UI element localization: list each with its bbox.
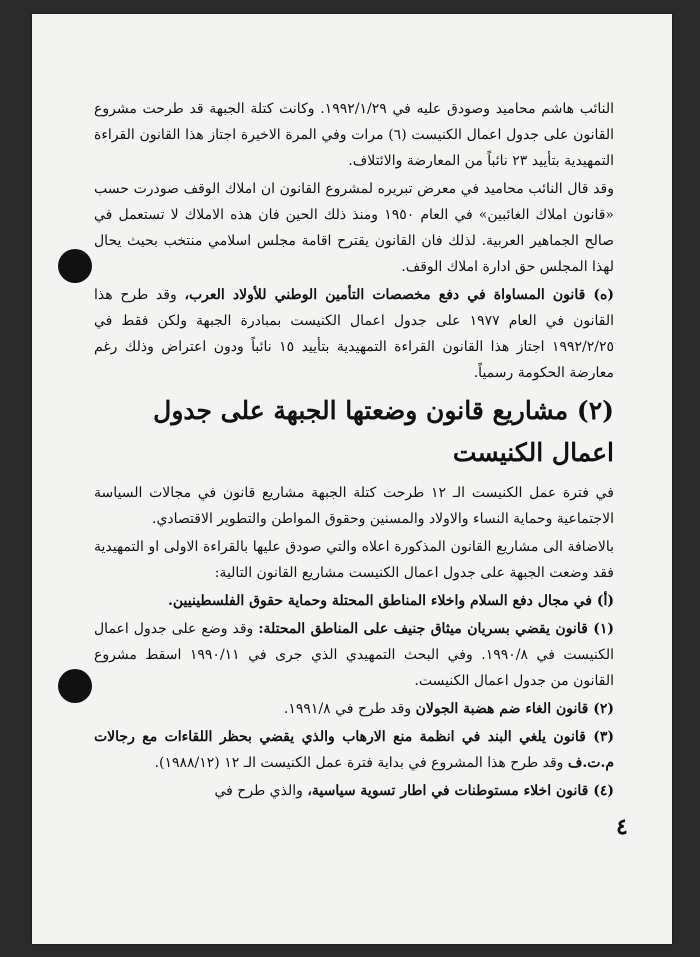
paragraph-3	[94, 282, 614, 386]
item-1-text: وقد وضع على جدول اعمال الكنيست في ١٩٩٠/٨. وفي البحث التمهيدي الذي جرى في ١٩٩٠/١١ اسقط مشروع القانون من جدول اعمال الكنيست.	[94, 621, 614, 689]
paragraph-1: النائب هاشم محاميد وصودق عليه في ١٩٩٢/١/٢٩. وكانت كتلة الجبهة قد طرحت مشروع القانون على جدول اعمال الكنيست (٦) مرات وفي المرة الاخيرة اجتاز هذا القانون القراءة التمهيدية بتأييد ٢٣ نائباً من المعارضة والائتلاف.	[94, 101, 615, 169]
item-2	[94, 696, 614, 722]
item-1-title: (١) قانون يقضي بسريان ميثاق جنيف على المناطق المحتلة:	[258, 621, 614, 637]
item-3-title: (٣) قانون يلغي البند في انظمة منع الارهاب والذي يقضي بحظر اللقاءات مع رجالات م.ت.ف	[94, 729, 614, 771]
item-2-text: وقد طرح في ١٩٩١/٨.	[283, 701, 416, 717]
item-1	[94, 616, 614, 694]
law-title: (ه) قانون المساواة في دفع مخصصات التأمين الوطني للأولاد العرب،	[184, 287, 614, 303]
punch-hole	[58, 249, 92, 283]
item-4-title: (٤) قانون اخلاء مستوطنات في اطار تسوية سياسية،	[307, 783, 614, 799]
document-page	[32, 14, 672, 944]
paragraph-5: بالاضافة الى مشاريع القانون المذكورة اعلاه والتي صودق عليها بالقراءة الاولى او التمهيدية فقد وضعت الجبهة على جدول اعمال الكنيست مشاريع القانون التالية:	[94, 539, 614, 581]
page-number: ٤	[616, 814, 628, 840]
punch-hole	[58, 669, 92, 703]
item-3	[94, 724, 614, 776]
item-4-text: والذي طرح في	[214, 783, 308, 799]
item-3-text: وقد طرح هذا المشروع في بداية فترة عمل الكنيست الـ ١٢ (١٩٨٨/١٢).	[154, 755, 568, 771]
section-heading: (٢) مشاريع قانون وضعتها الجبهة على جدول اعمال الكنيست	[153, 396, 614, 467]
law-text: وقد طرح هذا القانون في العام ١٩٧٧ على جدول اعمال الكنيست بمبادرة الجبهة ولكن فقط في ١٩٩٢/٢/٢٥ اجتاز هذا القانون القراءة التمهيدية بتأييد ١٥ نائباً ودون اعتراض وذلك رغم معارضة الحكومة رسمياً.	[94, 287, 614, 381]
item-a: (أ) في مجال دفع السلام واخلاء المناطق المحتلة وحماية حقوق الفلسطينيين.	[168, 593, 614, 609]
body-text	[94, 96, 614, 806]
paragraph-4: في فترة عمل الكنيست الـ ١٢ طرحت كتلة الجبهة مشاريع قانون في مجالات السياسة الاجتماعية وحماية النساء والاولاد والمسنين وحقوق المواطن والتطوير الاقتصادي.	[94, 485, 614, 527]
item-2-title: (٢) قانون الغاء ضم هضبة الجولان	[415, 701, 614, 717]
item-4	[94, 778, 614, 804]
paragraph-2: وقد قال النائب محاميد في معرض تبريره لمشروع القانون ان املاك الوقف صودرت حسب «قانون املاك الغائبين» في العام ١٩٥٠ ومنذ ذلك الحين فان هذه الاملاك لا تستعمل في صالح الجماهير العربية. لذلك فان القانون يقترح اقامة مجلس اسلامي منتخب بحيث يحال لهذا المجلس حق ادارة املاك الوقف.	[94, 181, 614, 275]
